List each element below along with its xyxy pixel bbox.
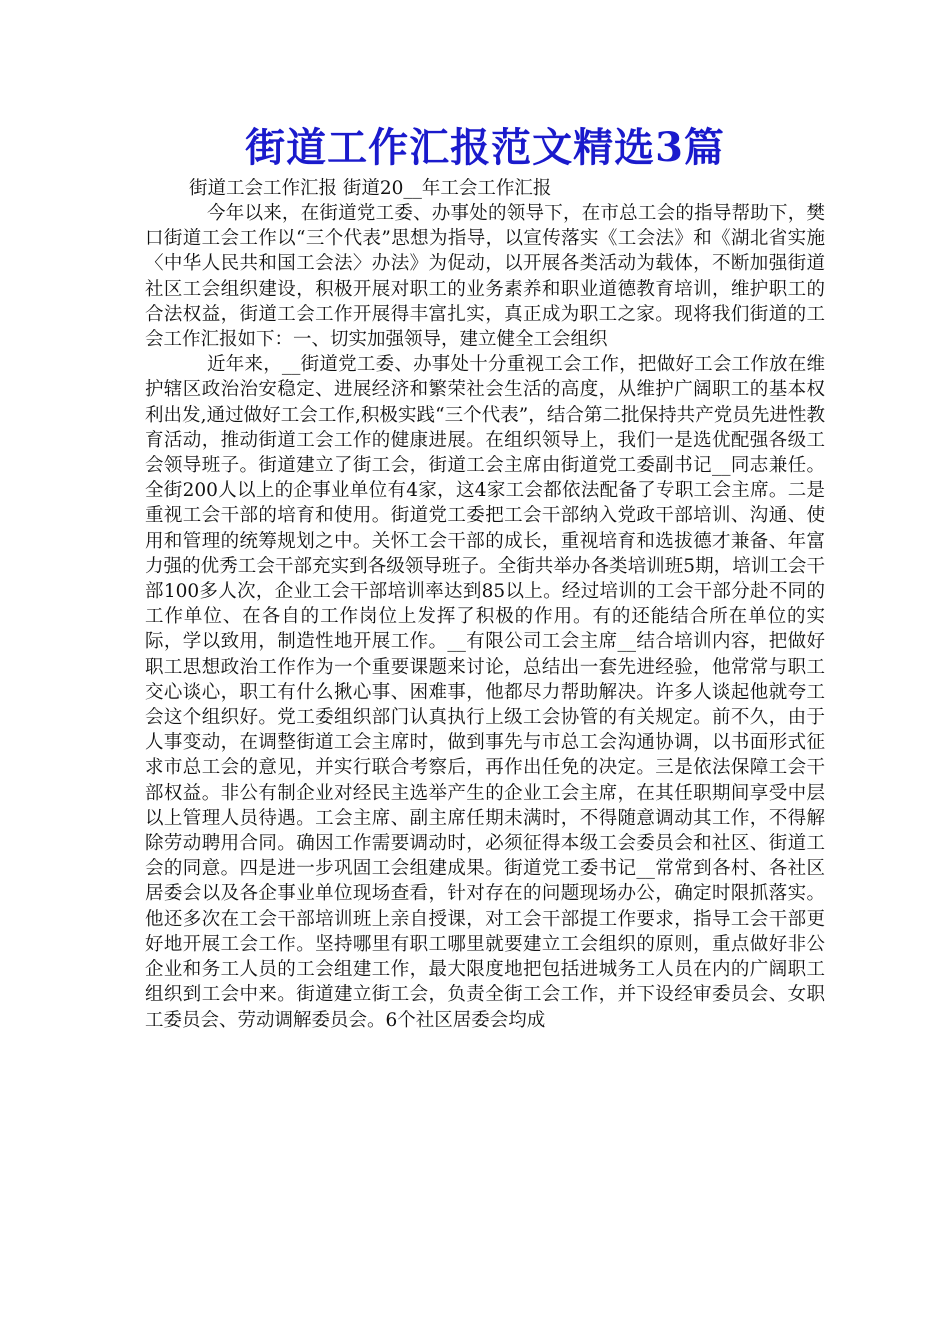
document-subtitle: 街道工会工作汇报 街道20__年工会工作汇报 — [189, 178, 552, 199]
paragraph-leadership: 近年来，__街道党工委、办事处十分重视工会工作，把做好工会工作放在维护辖区政治治安稳定、进展经济和繁荣社会生活的高度，从维护广阔职工的基本权利出发,通过做好工会工作,积极实践“三个代表”，结合第二批保持共产党员先进性教育活动，推动街道工会工作的健康进展。在组织领导上，我们一是选优配强各级工会领导班子。街道建立了街工会，街道工会主席由街道党工委副书记__同志兼任。全街200人以上的企事业单位有4家，这4家工会都依法配备了专职工会主席。二是重视工会干部的培育和使用。街道党工委把工会干部纳入党政干部培训、沟通、使用和管理的统筹规划之中。关怀工会干部的成长，重视培育和选拔德才兼备、年富力强的优秀工会干部充实到各级领导班子。全街共举办各类培训班5期，培训工会干部100多人次，企业工会干部培训率达到85以上。经过培训的工会干部分赴不同的工作单位、在各自的工作岗位上发挥了积极的作用。有的还能结合所在单位的实际，学以致用，制造性地开展工作。__有限公司工会主席__结合培训内容，把做好职工思想政治工作作为一个重要课题来讨论，总结出一套先进经验，他常常与职工交心谈心，职工有什么揪心事、困难事，他都尽力帮助解决。许多人谈起他就夸工会这个组织好。党工委组织部门认真执行上级工会协管的有关规定。前不久，由于人事变动，在调整街道工会主席时，做到事先与市总工会沟通协调，以书面形式征求市总工会的意见，并实行联合考察后，再作出任免的决定。三是依法保障工会干部权益。非公有制企业对经民主选举产生的企业工会主席，在其任职期间享受中层以上管理人员待遇。工会主席、副主席任期未满时，不得随意调动其工作，不得解除劳动聘用合同。确因工作需要调动时，必须征得本级工会委员会和社区、街道工会的同意。四是进一步巩固工会组建成果。街道党工委书记__常常到各村、各社区居委会以及各企事业单位现场查看，针对存在的问题现场办公，确定时限抓落实。他还多次在工会干部培训班上亲自授课，对工会干部提工作要求，指导工会干部更好地开展工会工作。坚持哪里有职工哪里就要建立工会组织的原则，重点做好非公企业和务工人员的工会组建工作，最大限度地把包括进城务工人员在内的广阔职工组织到工会中来。街道建立街工会，负责全街工会工作，并下设经审委员会、女职工委员会、劳动调解委员会。6个社区居委会均成 — [145, 354, 825, 1031]
document-page — [145, 120, 825, 1033]
paragraph-intro: 今年以来，在街道党工委、办事处的领导下，在市总工会的指导帮助下，樊口街道工会工作以“三个代表”思想为指导，以宣传落实《工会法》和《湖北省实施〈中华人民共和国工会法〉办法》为促动，以开展各类活动为载体，不断加强街道社区工会组织建设，积极开展对职工的业务素养和职业道德教育培训，维护职工的合法权益，街道工会工作开展得丰富扎实，真正成为职工之家。现将我们街道的工会工作汇报如下：一、切实加强领导，建立健全工会组织 — [145, 203, 825, 351]
document-title: 街道工作汇报范文精选3篇 — [245, 124, 725, 171]
